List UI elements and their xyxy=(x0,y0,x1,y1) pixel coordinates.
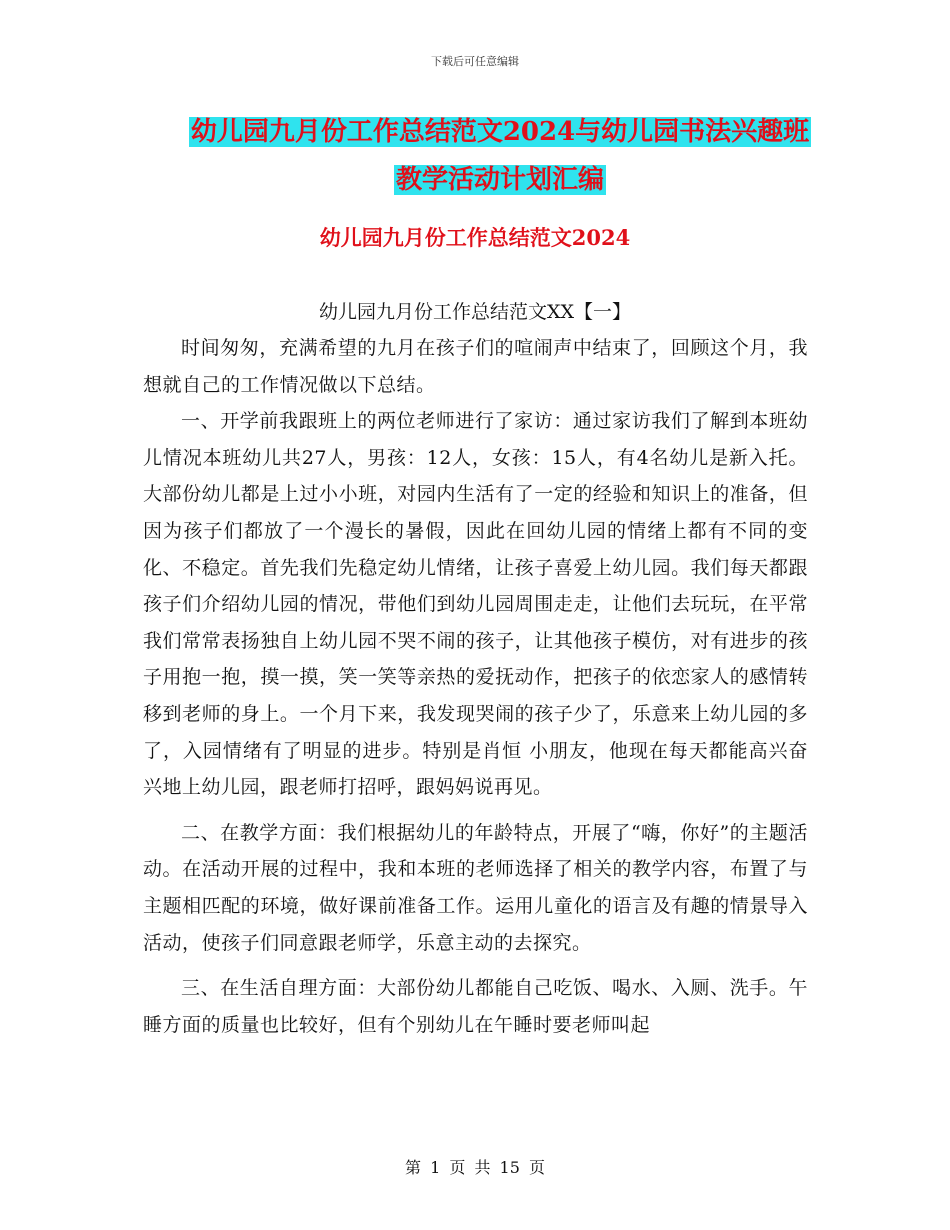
document-title-line-1: 幼儿园九月份工作总结范文2024与幼儿园书法兴趣班 xyxy=(190,117,810,147)
page-footer: 第 1 页 共 15 页 xyxy=(405,1158,545,1177)
sub-title: 幼儿园九月份工作总结范文XX【一】 xyxy=(318,301,632,323)
header-note: 下载后可任意编辑 xyxy=(431,55,519,68)
paragraph-intro: 时间匆匆，充满希望的九月在孩子们的喧闹声中结束了，回顾这个月，我想就自己的工作情况做以下总结。 xyxy=(143,337,808,396)
paragraph-home-visit: 一、开学前我跟班上的两位老师进行了家访：通过家访我们了解到本班幼儿情况本班幼儿共27人，男孩：12人，女孩：15人，有4名幼儿是新入托。大部份幼儿都是上过小小班，对园内生活有了一定的经验和知识上的准备，但因为孩子们都放了一个漫长的暑假，因此在回幼儿园的情绪上都有不同的变化、不稳定。首先我们先稳定幼儿情绪，让孩子喜爱上幼儿园。我们每天都跟孩子们介绍幼儿园的情况，带他们到幼儿园周围走走，让他们去玩玩，在平常我们常常表扬独自上幼儿园不哭不闹的孩子，让其他孩子模仿，对有进步的孩子用抱一抱，摸一摸，笑一笑等亲热的爱抚动作，把孩子的依恋家人的感情转移到老师的身上。一个月下来，我发现哭闹的孩子少了，乐意来上幼儿园的多了，入园情绪有了明显的进步。特别是肖恒 小朋友，他现在每天都能高兴奋兴地上幼儿园，跟老师打招呼，跟妈妈说再见。 xyxy=(143,410,808,799)
document-title xyxy=(140,108,860,204)
paragraph-self-care: 三、在生活自理方面：大部份幼儿都能自己吃饭、喝水、入厕、洗手。午睡方面的质量也比较好，但有个别幼儿在午睡时要老师叫起 xyxy=(143,977,808,1036)
body-text xyxy=(143,330,808,1043)
paragraph-teaching: 二、在教学方面：我们根据幼儿的年龄特点，开展了“嗨，你好”的主题活动。在活动开展的过程中，我和本班的老师选择了相关的教学内容，布置了与主题相匹配的环境，做好课前准备工作。运用儿童化的语言及有趣的情景导入活动，使孩子们同意跟老师学，乐意主动的去探究。 xyxy=(143,821,808,954)
section-title: 幼儿园九月份工作总结范文2024 xyxy=(319,225,631,250)
document-title-line-2: 教学活动计划汇编 xyxy=(395,165,604,195)
